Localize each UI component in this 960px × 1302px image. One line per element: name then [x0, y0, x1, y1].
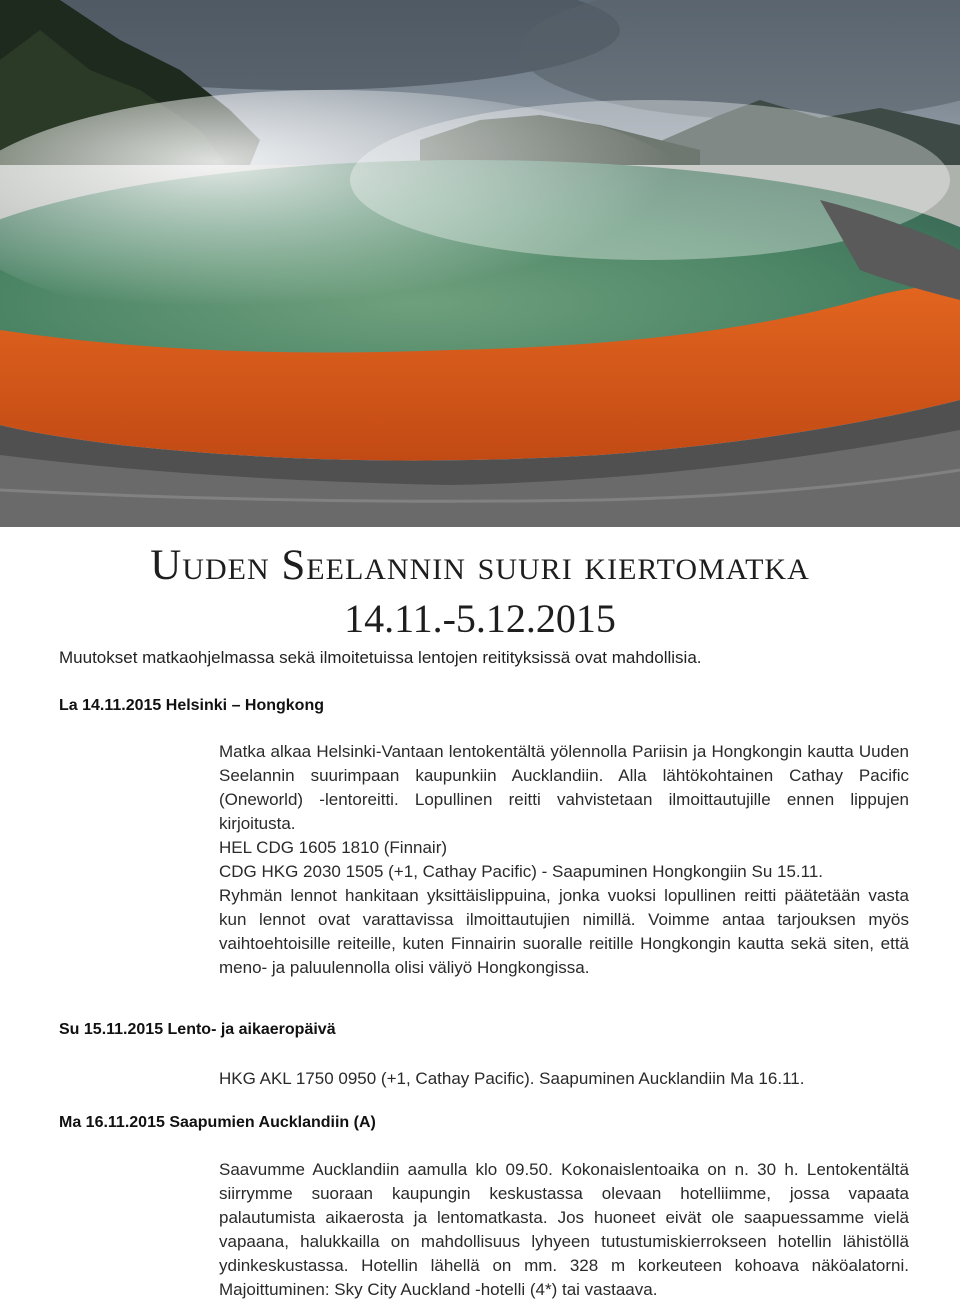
day-1-paragraph-1: Matka alkaa Helsinki-Vantaan lentokentältä yölennolla Pariisin ja Hongkongin kautta Uuden Seelannin suurimpaan kaupunkiin Aucklandiin. Alla lähtökohtainen Cathay Pacific (Oneworld) -lentoreitti. Lopullinen reitti vahvistetaan ilmoittautujille ennen lippujen kirjoitusta.: [219, 742, 909, 833]
day-1-paragraph-2: Ryhmän lennot hankitaan yksittäislippuina, jonka vuoksi lopullinen reitti päätetään vasta kun lennot ovat varattavissa ilmoittautujien nimillä. Voimme antaa tarjouksen myös vaihtoehtoisille reiteille, kuten Finnairin suoralle reitille Hongkongin kautta sekä siten, että meno- ja paluulennolla olisi väliyö Hongkongissa.: [219, 886, 909, 977]
day-2-text: [219, 1067, 909, 1091]
geothermal-pool-image: [0, 0, 960, 527]
day-heading-1: La 14.11.2015 Helsinki – Hongkong: [59, 697, 324, 714]
day-heading-2: Su 15.11.2015 Lento- ja aikaeropäivä: [59, 1021, 336, 1038]
title-dates: 14.11.-5.12.2015: [344, 596, 616, 641]
title-line-1: Uuden Seelannin suuri kiertomatka: [150, 542, 810, 589]
day-1-flight-2: CDG HKG 2030 1505 (+1, Cathay Pacific) - Saapuminen Hongkongiin Su 15.11.: [219, 862, 823, 881]
day-1-flight-1: HEL CDG 1605 1810 (Finnair): [219, 838, 448, 857]
day-1-text: [219, 740, 909, 980]
day-3-text: [219, 1158, 909, 1302]
day-heading-3: Ma 16.11.2015 Saapumien Aucklandiin (A): [59, 1114, 376, 1131]
disclaimer-note: Muutokset matkaohjelmassa sekä ilmoitetuissa lentojen reitityksissä ovat mahdollisia.: [59, 648, 702, 667]
hero-photo: [0, 0, 960, 527]
day-3-paragraph: Saavumme Aucklandiin aamulla klo 09.50. Kokonaislentoaika on n. 30 h. Lentokentältä siirrymme suoraan kaupungin keskustassa olevaan hotelliimme, jossa vapaata palautumista aikaerosta ja lentomatkasta. Jos huoneet eivät ole saapuessamme vielä vapaana, halukkailla on mahdollisuus lyhyeen tutustumiskierrokseen hotellin lähistöllä ydinkeskustassa. Hotellin lähellä on mm. 328 m korkeuteen kohoava näköalatorni. Majoittuminen: Sky City Auckland -hotelli (4*) tai vastaava.: [219, 1160, 909, 1299]
page-title: [0, 540, 960, 642]
day-2-flight: HKG AKL 1750 0950 (+1, Cathay Pacific). Saapuminen Aucklandiin Ma 16.11.: [219, 1069, 805, 1088]
